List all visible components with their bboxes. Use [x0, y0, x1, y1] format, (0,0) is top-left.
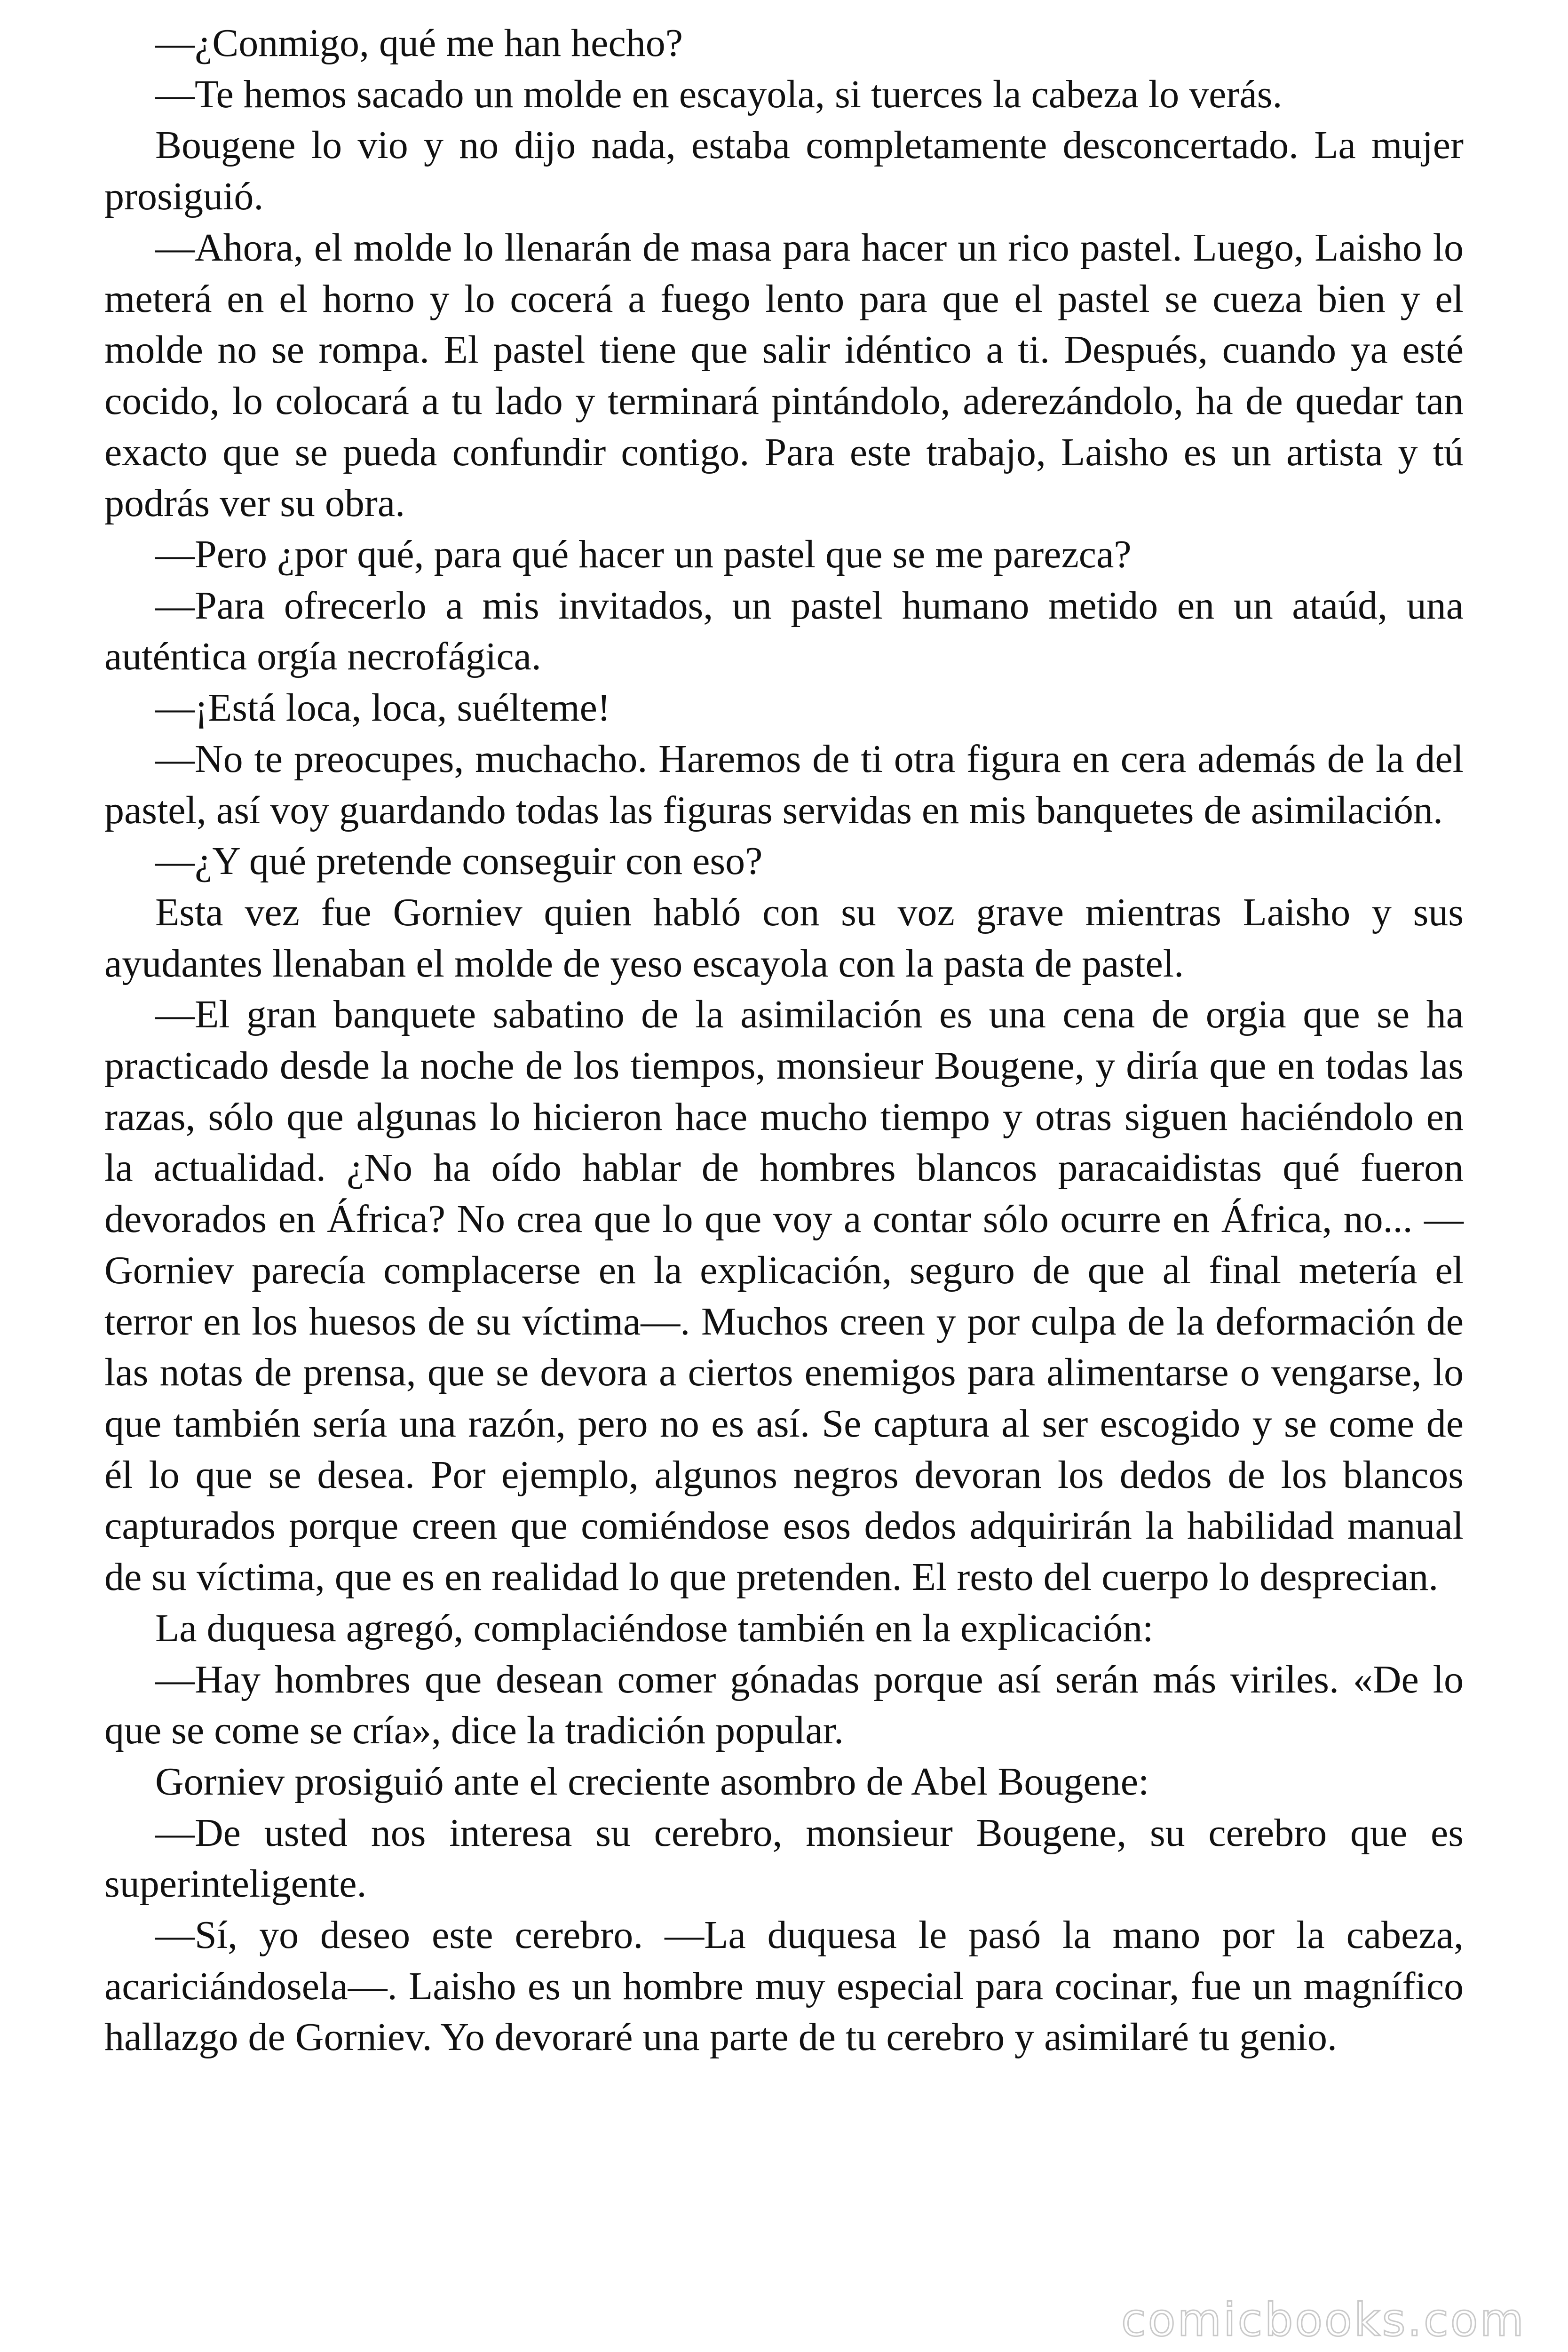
- paragraph: —Para ofrecerlo a mis invitados, un pastel humano metido en un ataúd, una auténtica orgía necrofágica.: [104, 583, 1464, 679]
- paragraph: Esta vez fue Gorniev quien habló con su voz grave mientras Laisho y sus ayudantes llenaban el molde de yeso escayola con la pasta de pastel.: [104, 890, 1464, 985]
- paragraph: —¡Está loca, loca, suélteme!: [155, 686, 610, 730]
- paragraph: —Hay hombres que desean comer gónadas porque así serán más viriles. «De lo que se come se cría», dice la tradición popular.: [104, 1657, 1464, 1753]
- paragraph: Bougene lo vio y no dijo nada, estaba completamente desconcertado. La mujer prosiguió.: [104, 123, 1464, 219]
- paragraph: —Te hemos sacado un molde en escayola, si tuerces la cabeza lo verás.: [155, 72, 1283, 116]
- paragraph: Gorniev prosiguió ante el creciente asombro de Abel Bougene:: [155, 1759, 1149, 1804]
- paragraph: —El gran banquete sabatino de la asimilación es una cena de orgia que se ha practicado desde la noche de los tiempos, monsieur Bougene, y diría que en todas las razas, sólo que algunas lo hicieron hace mucho tiempo y otras siguen haciéndolo en la actualidad. ¿No ha oído hablar de hombres blancos paracaidistas qué fueron devorados en África? No crea que lo que voy a contar sólo ocurre en África, no... —Gorniev parecía complacerse en la explicación, seguro de que al final metería el terror en los huesos de su víctima—. Muchos creen y por culpa de la deformación de las notas de prensa, que se devora a ciertos enemigos para alimentarse o vengarse, lo que también sería una razón, pero no es así. Se captura al ser escogido y se come de él lo que se desea. Por ejemplo, algunos negros devoran los dedos de los blancos capturados porque creen que comiéndose esos dedos adquirirán la habilidad manual de su víctima, que es en realidad lo que pretenden. El resto del cuerpo lo desprecian.: [104, 993, 1464, 1599]
- paragraph: —Pero ¿por qué, para qué hacer un pastel que se me parezca?: [155, 532, 1132, 577]
- paragraph: —No te preocupes, muchacho. Haremos de ti otra figura en cera además de la del pastel, así voy guardando todas las figuras servidas en mis banquetes de asimilación.: [104, 737, 1464, 832]
- paragraph: —¿Y qué pretende conseguir con eso?: [155, 839, 763, 883]
- paragraph: La duquesa agregó, complaciéndose también en la explicación:: [155, 1606, 1154, 1650]
- page-body-text: [104, 18, 1464, 2063]
- paragraph: —Sí, yo deseo este cerebro. —La duquesa le pasó la mano por la cabeza, acariciándosela—. Laisho es un hombre muy especial para cocinar, fue un magnífico hallazgo de Gorniev. Yo devoraré una parte de tu cerebro y asimilaré tu genio.: [104, 1913, 1464, 2059]
- paragraph: —Ahora, el molde lo llenarán de masa para hacer un rico pastel. Luego, Laisho lo meterá en el horno y lo cocerá a fuego lento para que el pastel se cueza bien y el molde no se rompa. El pastel tiene que salir idéntico a ti. Después, cuando ya esté cocido, lo colocará a tu lado y terminará pintándolo, aderezándolo, ha de quedar tan exacto que se pueda confundir contigo. Para este trabajo, Laisho es un artista y tú podrás ver su obra.: [104, 225, 1464, 525]
- watermark: comicbooks.com: [1121, 2294, 1526, 2346]
- paragraph: —¿Conmigo, qué me han hecho?: [155, 21, 683, 65]
- paragraph: —De usted nos interesa su cerebro, monsieur Bougene, su cerebro que es superinteligente.: [104, 1811, 1464, 1906]
